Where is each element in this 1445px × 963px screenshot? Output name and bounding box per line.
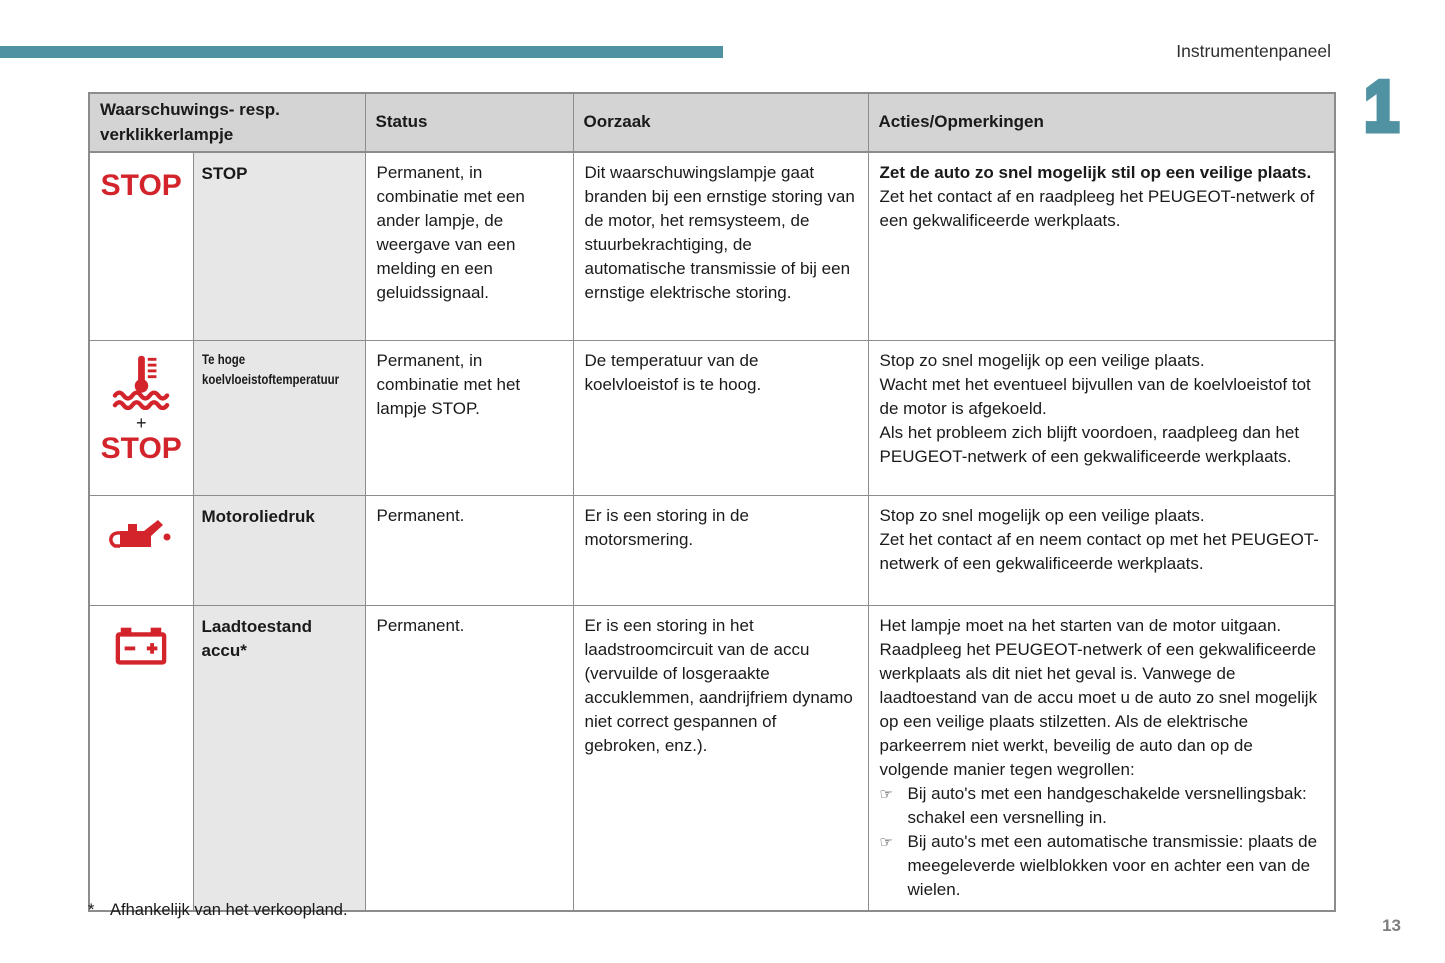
status-cell: Permanent. xyxy=(365,495,573,605)
action-line: Wacht met het eventueel bijvullen van de koelvloeistof tot de motor is afgekoeld. xyxy=(879,374,1311,418)
action-emphasis-line: Zet de auto zo snel mogelijk stil op een veilige plaats. xyxy=(879,163,1312,183)
footnote-marker: * xyxy=(88,901,95,919)
footnote-text: Afhankelijk van het verkoopland. xyxy=(110,901,348,919)
table-row-coolant-temperature xyxy=(89,340,1335,495)
column-header-status: Status xyxy=(365,93,573,152)
actions-cell xyxy=(868,152,1335,340)
action-line: Als het probleem zich blijft voordoen, raadpleeg dan het PEUGEOT-netwerk of een gekwalificeerde werkplaats. xyxy=(879,422,1300,466)
cause-cell: Er is een storing in het laadstroomcircuit van de accu (vervuilde of losgeraakte accuklemmen, aandrijfriem dynamo niet correct gespannen of gebroken, enz.). xyxy=(573,605,868,911)
cause-cell: De temperatuur van de koelvloeistof is te hoog. xyxy=(573,340,868,495)
coolant-temperature-icon xyxy=(112,354,170,410)
chapter-number: 1 xyxy=(1364,67,1400,147)
action-bullet xyxy=(880,782,1324,830)
stop-light-cell xyxy=(89,152,193,340)
pointing-hand-icon: ☞ xyxy=(879,832,893,851)
action-line: Stop zo snel mogelijk op een veilige plaats. xyxy=(879,505,1205,525)
action-line: Stop zo snel mogelijk op een veilige plaats. xyxy=(879,350,1205,370)
oil-light-cell xyxy=(89,495,193,605)
footnote xyxy=(88,901,348,920)
bullet-text: Bij auto's met een automatische transmissie: plaats de meegeleverde wielblokken voor en achter een van de wielen. xyxy=(907,831,1318,899)
engine-oil-pressure-icon xyxy=(107,513,175,557)
actions-cell xyxy=(868,605,1335,911)
table-row-stop xyxy=(89,152,1335,340)
light-name-oil: Motoroliedruk xyxy=(193,495,365,605)
action-line: Het lampje moet na het starten van de motor uitgaan. Raadpleeg het PEUGEOT-netwerk of een gekwalificeerde werkplaats als dit niet het geval is. Vanwege de laadtoestand van de accu moet u de auto zo snel mogelijk op een veilige plaats stilzetten. Als de elektrische parkeerrem niet werkt, beveilig de auto dan op de volgende manier tegen wegrollen: xyxy=(879,615,1318,779)
chapter-accent-bar xyxy=(0,46,723,58)
page-number: 13 xyxy=(1382,916,1401,935)
table-header-row xyxy=(89,93,1335,152)
status-cell: Permanent, in combinatie met een ander lampje, de weergave van een melding en een geluidssignaal. xyxy=(365,152,573,340)
plus-sign: + xyxy=(135,412,147,433)
pointing-hand-icon: ☞ xyxy=(879,784,893,803)
actions-cell xyxy=(868,495,1335,605)
warning-lights-table xyxy=(88,92,1336,912)
light-name-coolant xyxy=(193,340,365,495)
bullet-text: Bij auto's met een handgeschakelde versnellingsbak: schakel een versnelling in. xyxy=(907,783,1307,827)
table-row-battery-charge xyxy=(89,605,1335,911)
light-name-battery: Laadtoestand accu* xyxy=(193,605,365,911)
column-header-cause: Oorzaak xyxy=(573,93,868,152)
action-bullet xyxy=(880,830,1324,902)
stop-warning-light-icon: STOP xyxy=(100,431,182,465)
table-row-oil-pressure xyxy=(89,495,1335,605)
stop-warning-light-icon: STOP xyxy=(100,169,182,203)
light-name-stop: STOP xyxy=(193,152,365,340)
battery-charge-icon xyxy=(114,625,168,667)
cause-cell: Er is een storing in de motorsmering. xyxy=(573,495,868,605)
action-line: Zet het contact af en raadpleeg het PEUGEOT-netwerk of een gekwalificeerde werkplaats. xyxy=(879,187,1315,231)
column-header-actions: Acties/Opmerkingen xyxy=(868,93,1335,152)
coolant-light-cell xyxy=(89,340,193,495)
status-cell: Permanent, in combinatie met het lampje STOP. xyxy=(365,340,573,495)
column-header-warning-light: Waarschuwings- resp. verklikkerlampje xyxy=(89,93,365,152)
cause-cell: Dit waarschuwingslampje gaat branden bij een ernstige storing van de motor, het remsysteem, de stuurbekrachtiging, de automatische transmissie of bij een ernstige elektrische storing. xyxy=(573,152,868,340)
light-name-label: Te hoge koelvloeistoftemperatuur xyxy=(201,351,339,388)
status-cell: Permanent. xyxy=(365,605,573,911)
action-line: Zet het contact af en neem contact op met het PEUGEOT-netwerk of een gekwalificeerde werkplaats. xyxy=(879,529,1319,573)
running-header-title: Instrumentenpaneel xyxy=(1176,41,1331,61)
battery-light-cell xyxy=(89,605,193,911)
actions-cell xyxy=(868,340,1335,495)
